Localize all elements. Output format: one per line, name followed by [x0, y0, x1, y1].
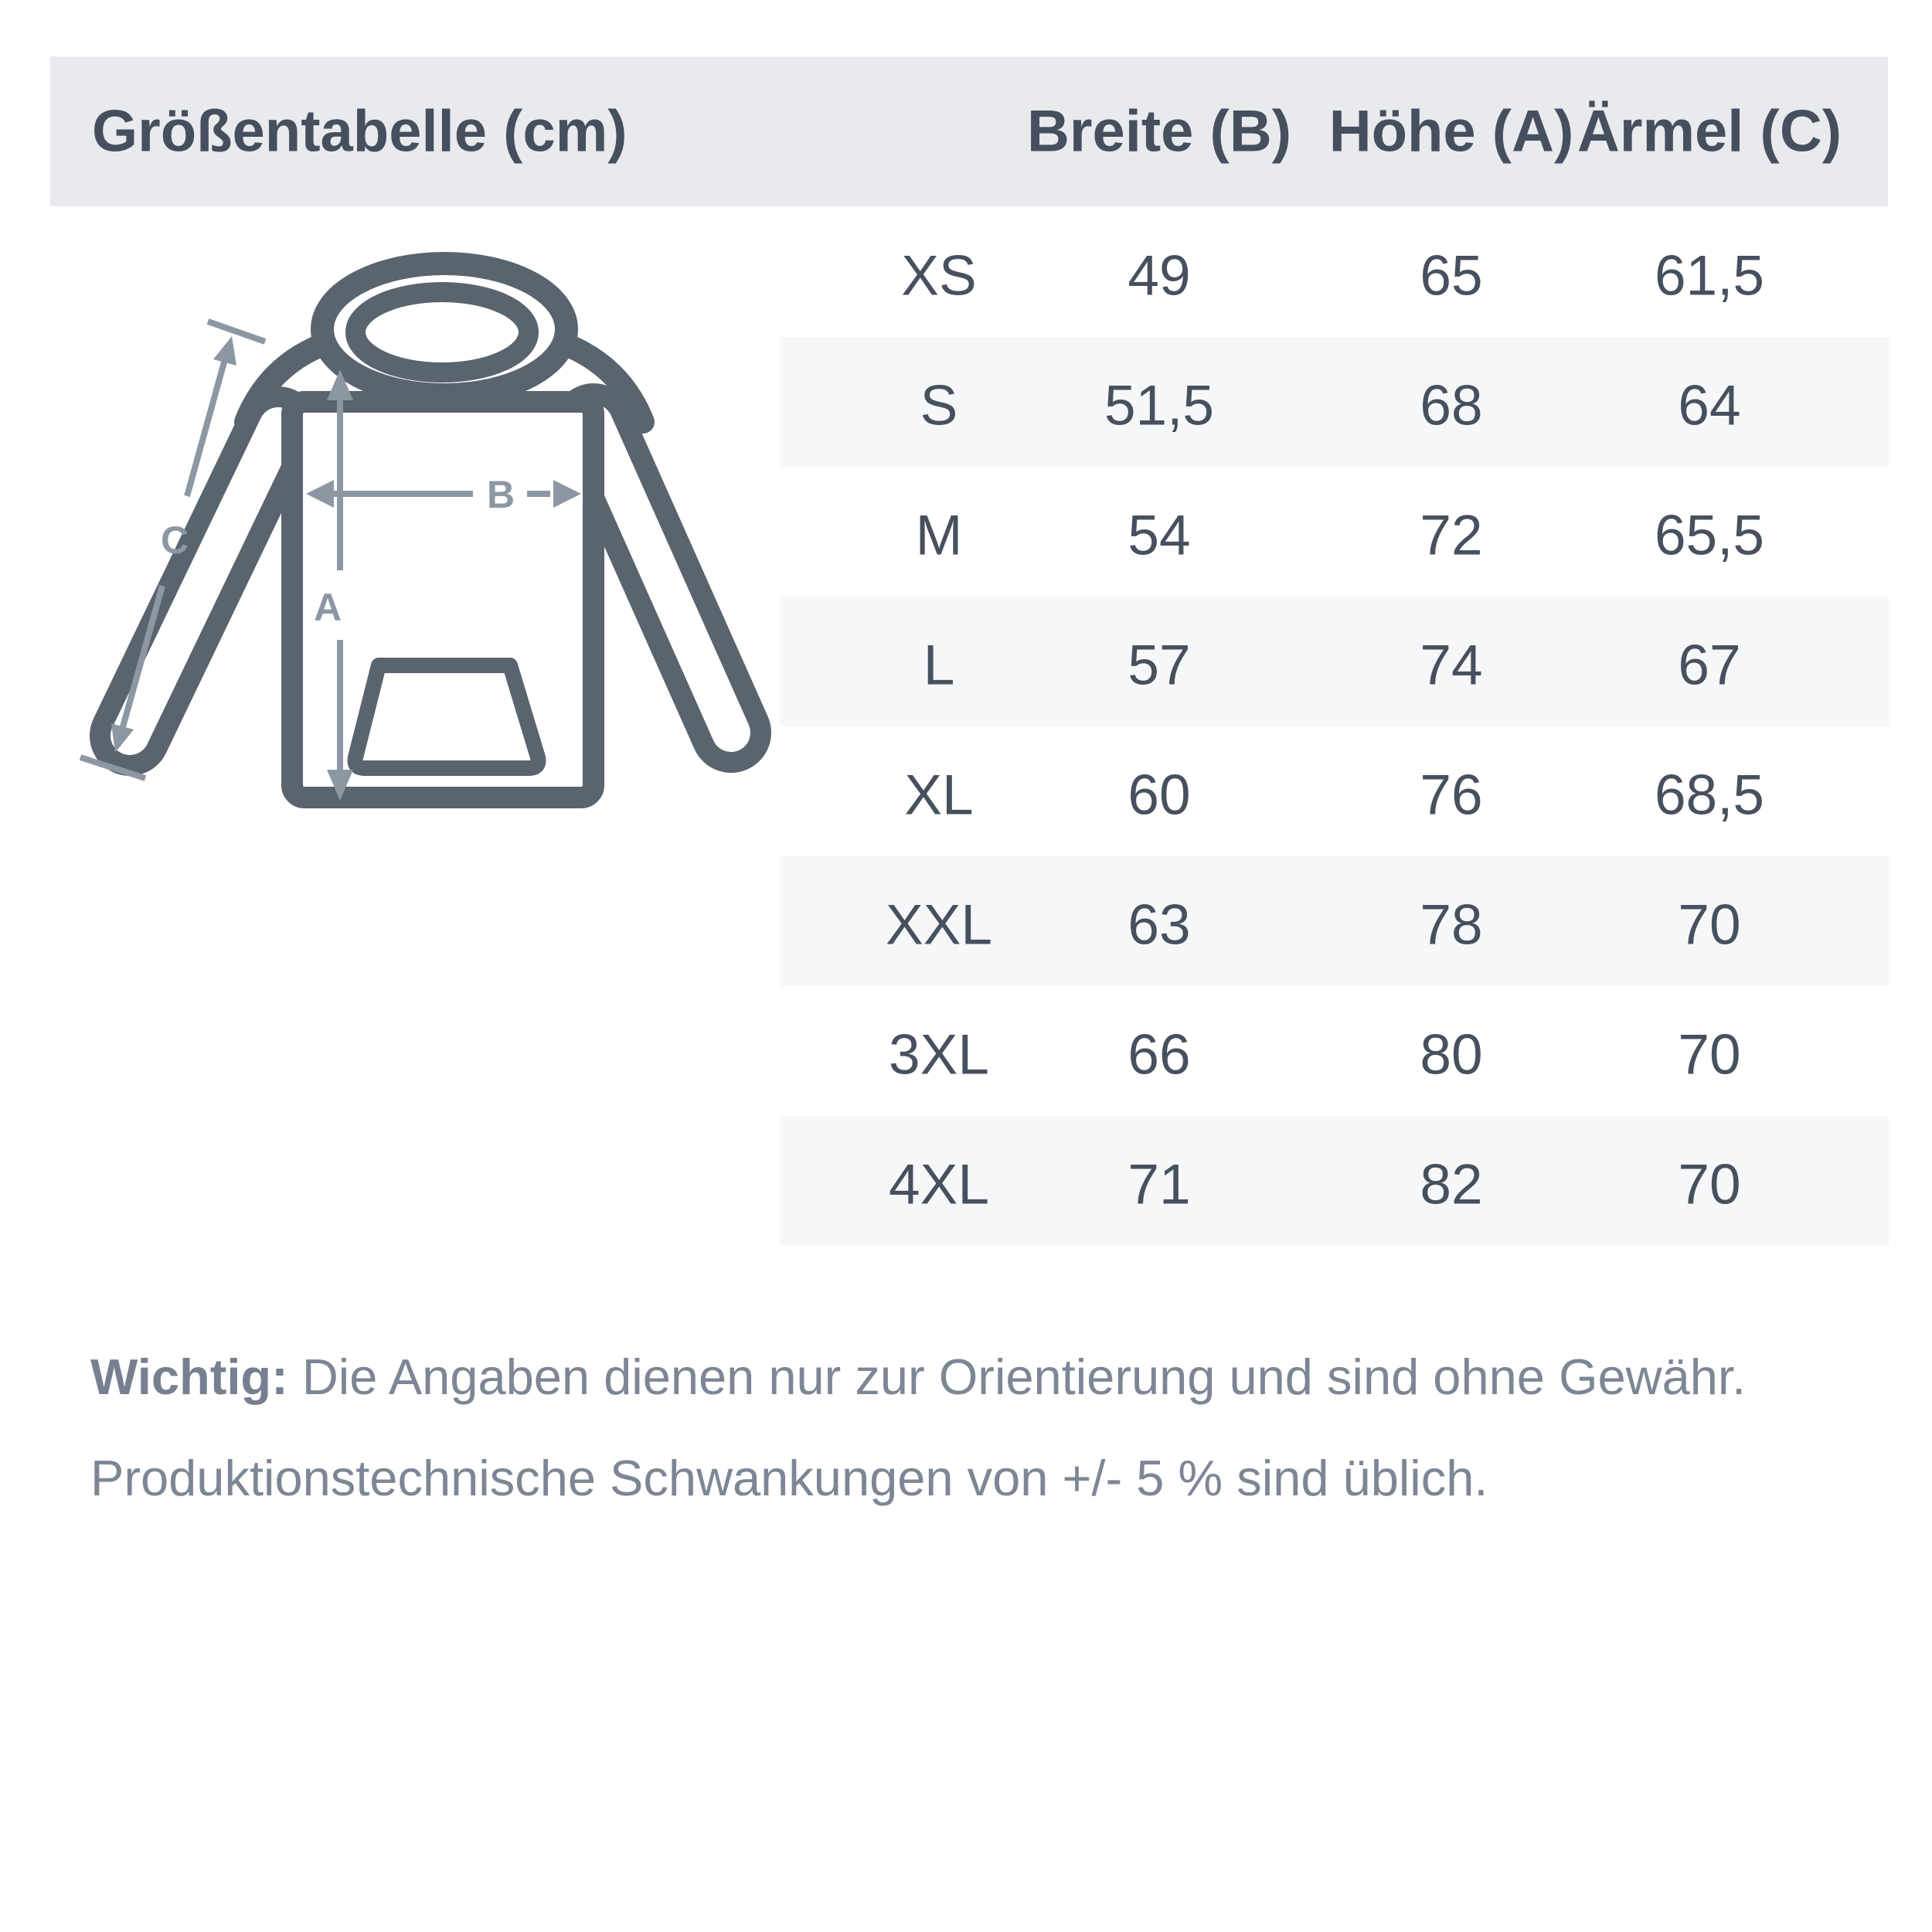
table-row [781, 207, 1889, 337]
breite-cell: 60 [1128, 764, 1191, 827]
breite-cell: 57 [1128, 634, 1191, 697]
size-cell: 3XL [889, 1023, 989, 1087]
label-b: B [486, 473, 515, 516]
hoehe-cell: 74 [1420, 634, 1483, 697]
size-cell: XS [901, 244, 977, 308]
aermel-cell: 70 [1678, 1153, 1741, 1216]
table-row [781, 986, 1889, 1116]
table-row [781, 467, 1889, 597]
sleeve-left-icon [130, 427, 278, 736]
table-row [781, 726, 1889, 856]
breite-cell: 71 [1128, 1153, 1191, 1216]
breite-cell: 66 [1128, 1023, 1191, 1087]
table-row [781, 1116, 1889, 1246]
hoehe-cell: 80 [1420, 1023, 1483, 1087]
page-title: Größentabelle (cm) [92, 98, 628, 165]
size-cell: L [923, 634, 955, 697]
size-table [781, 207, 1889, 1246]
hoehe-cell: 78 [1420, 893, 1483, 957]
aermel-cell: 65,5 [1654, 504, 1765, 567]
hoehe-cell: 72 [1420, 504, 1483, 567]
breite-cell: 63 [1128, 893, 1191, 957]
breite-cell: 54 [1128, 504, 1191, 567]
breite-cell: 51,5 [1104, 374, 1215, 437]
column-header-hoehe: Höhe (A) [1328, 98, 1574, 165]
aermel-cell: 61,5 [1654, 244, 1765, 308]
table-header [50, 56, 1888, 206]
disclaimer-note [90, 1326, 1883, 1529]
arrowhead-c-top-icon [213, 336, 236, 366]
label-a: A [313, 586, 342, 629]
disclaimer-line-1: Wichtig: Die Angaben dienen nur zur Orientierung und sind ohne Gewähr. [90, 1349, 1747, 1405]
table-row [781, 337, 1889, 467]
sleeve-right-icon [594, 423, 731, 733]
hoehe-cell: 65 [1420, 244, 1483, 308]
aermel-cell: 70 [1678, 1023, 1741, 1087]
label-c: C [160, 519, 189, 562]
hoehe-cell: 82 [1420, 1153, 1483, 1216]
table-row [781, 597, 1889, 726]
aermel-cell: 67 [1678, 634, 1741, 697]
table-row [781, 856, 1889, 986]
hoehe-cell: 76 [1420, 764, 1483, 827]
column-header-aermel: Ärmel (C) [1577, 98, 1842, 165]
pocket-icon [355, 665, 539, 768]
size-cell: 4XL [889, 1153, 989, 1216]
hoodie-diagram-icon [46, 216, 781, 873]
aermel-cell: 68,5 [1654, 764, 1765, 827]
size-cell: XL [904, 764, 974, 827]
disclaimer-label: Wichtig: [90, 1349, 288, 1405]
size-cell: M [915, 504, 963, 567]
aermel-cell: 70 [1678, 893, 1741, 957]
breite-cell: 49 [1128, 244, 1191, 308]
size-cell: S [920, 374, 958, 437]
hoehe-cell: 68 [1420, 374, 1483, 437]
column-header-breite: Breite (B) [1026, 98, 1292, 165]
disclaimer-line-2: Produktionstechnische Schwankungen von +/- 5 % sind üblich. [90, 1450, 1488, 1506]
aermel-cell: 64 [1678, 374, 1741, 437]
size-cell: XXL [886, 893, 992, 957]
